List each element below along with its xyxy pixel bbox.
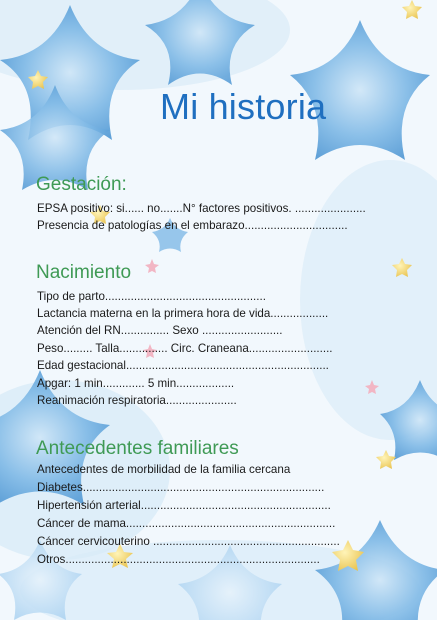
section-heading-gestacion: Gestación:: [36, 174, 127, 195]
field-cancer-cervicouterino: Cáncer cervicouterino ..........................................................: [37, 535, 340, 548]
field-diabetes: Diabetes...........................................................................: [37, 481, 325, 494]
page-title: Mi historia: [160, 86, 327, 127]
section-heading-antecedentes: Antecedentes familiares: [36, 438, 239, 459]
field-peso-talla: Peso......... Talla............... Circ. Craneana..........................: [37, 342, 333, 355]
field-reanimacion: Reanimación respiratoria......................: [37, 394, 237, 407]
field-apgar: Apgar: 1 min............. 5 min..................: [37, 377, 235, 390]
field-hipertension: Hipertensión arterial...........................................................: [37, 499, 331, 512]
field-epsa: EPSA positivo: si...... no.......N° factores positivos. ......................: [37, 202, 366, 215]
field-otros: Otros...............................................................................: [37, 553, 320, 566]
field-edad-gestacional: Edad gestacional...............................................................: [37, 359, 329, 372]
field-lactancia: Lactancia materna en la primera hora de vida..................: [37, 307, 329, 320]
field-patologias: Presencia de patologías en el embarazo................................: [37, 219, 348, 232]
field-atencion-rn: Atención del RN............... Sexo .........................: [37, 324, 283, 337]
field-cancer-mama: Cáncer de mama.................................................................: [37, 517, 336, 530]
field-antecedentes-morbilidad: Antecedentes de morbilidad de la familia cercana: [37, 463, 291, 476]
section-heading-nacimiento: Nacimiento: [36, 262, 132, 283]
field-tipo-parto: Tipo de parto..................................................: [37, 290, 266, 303]
